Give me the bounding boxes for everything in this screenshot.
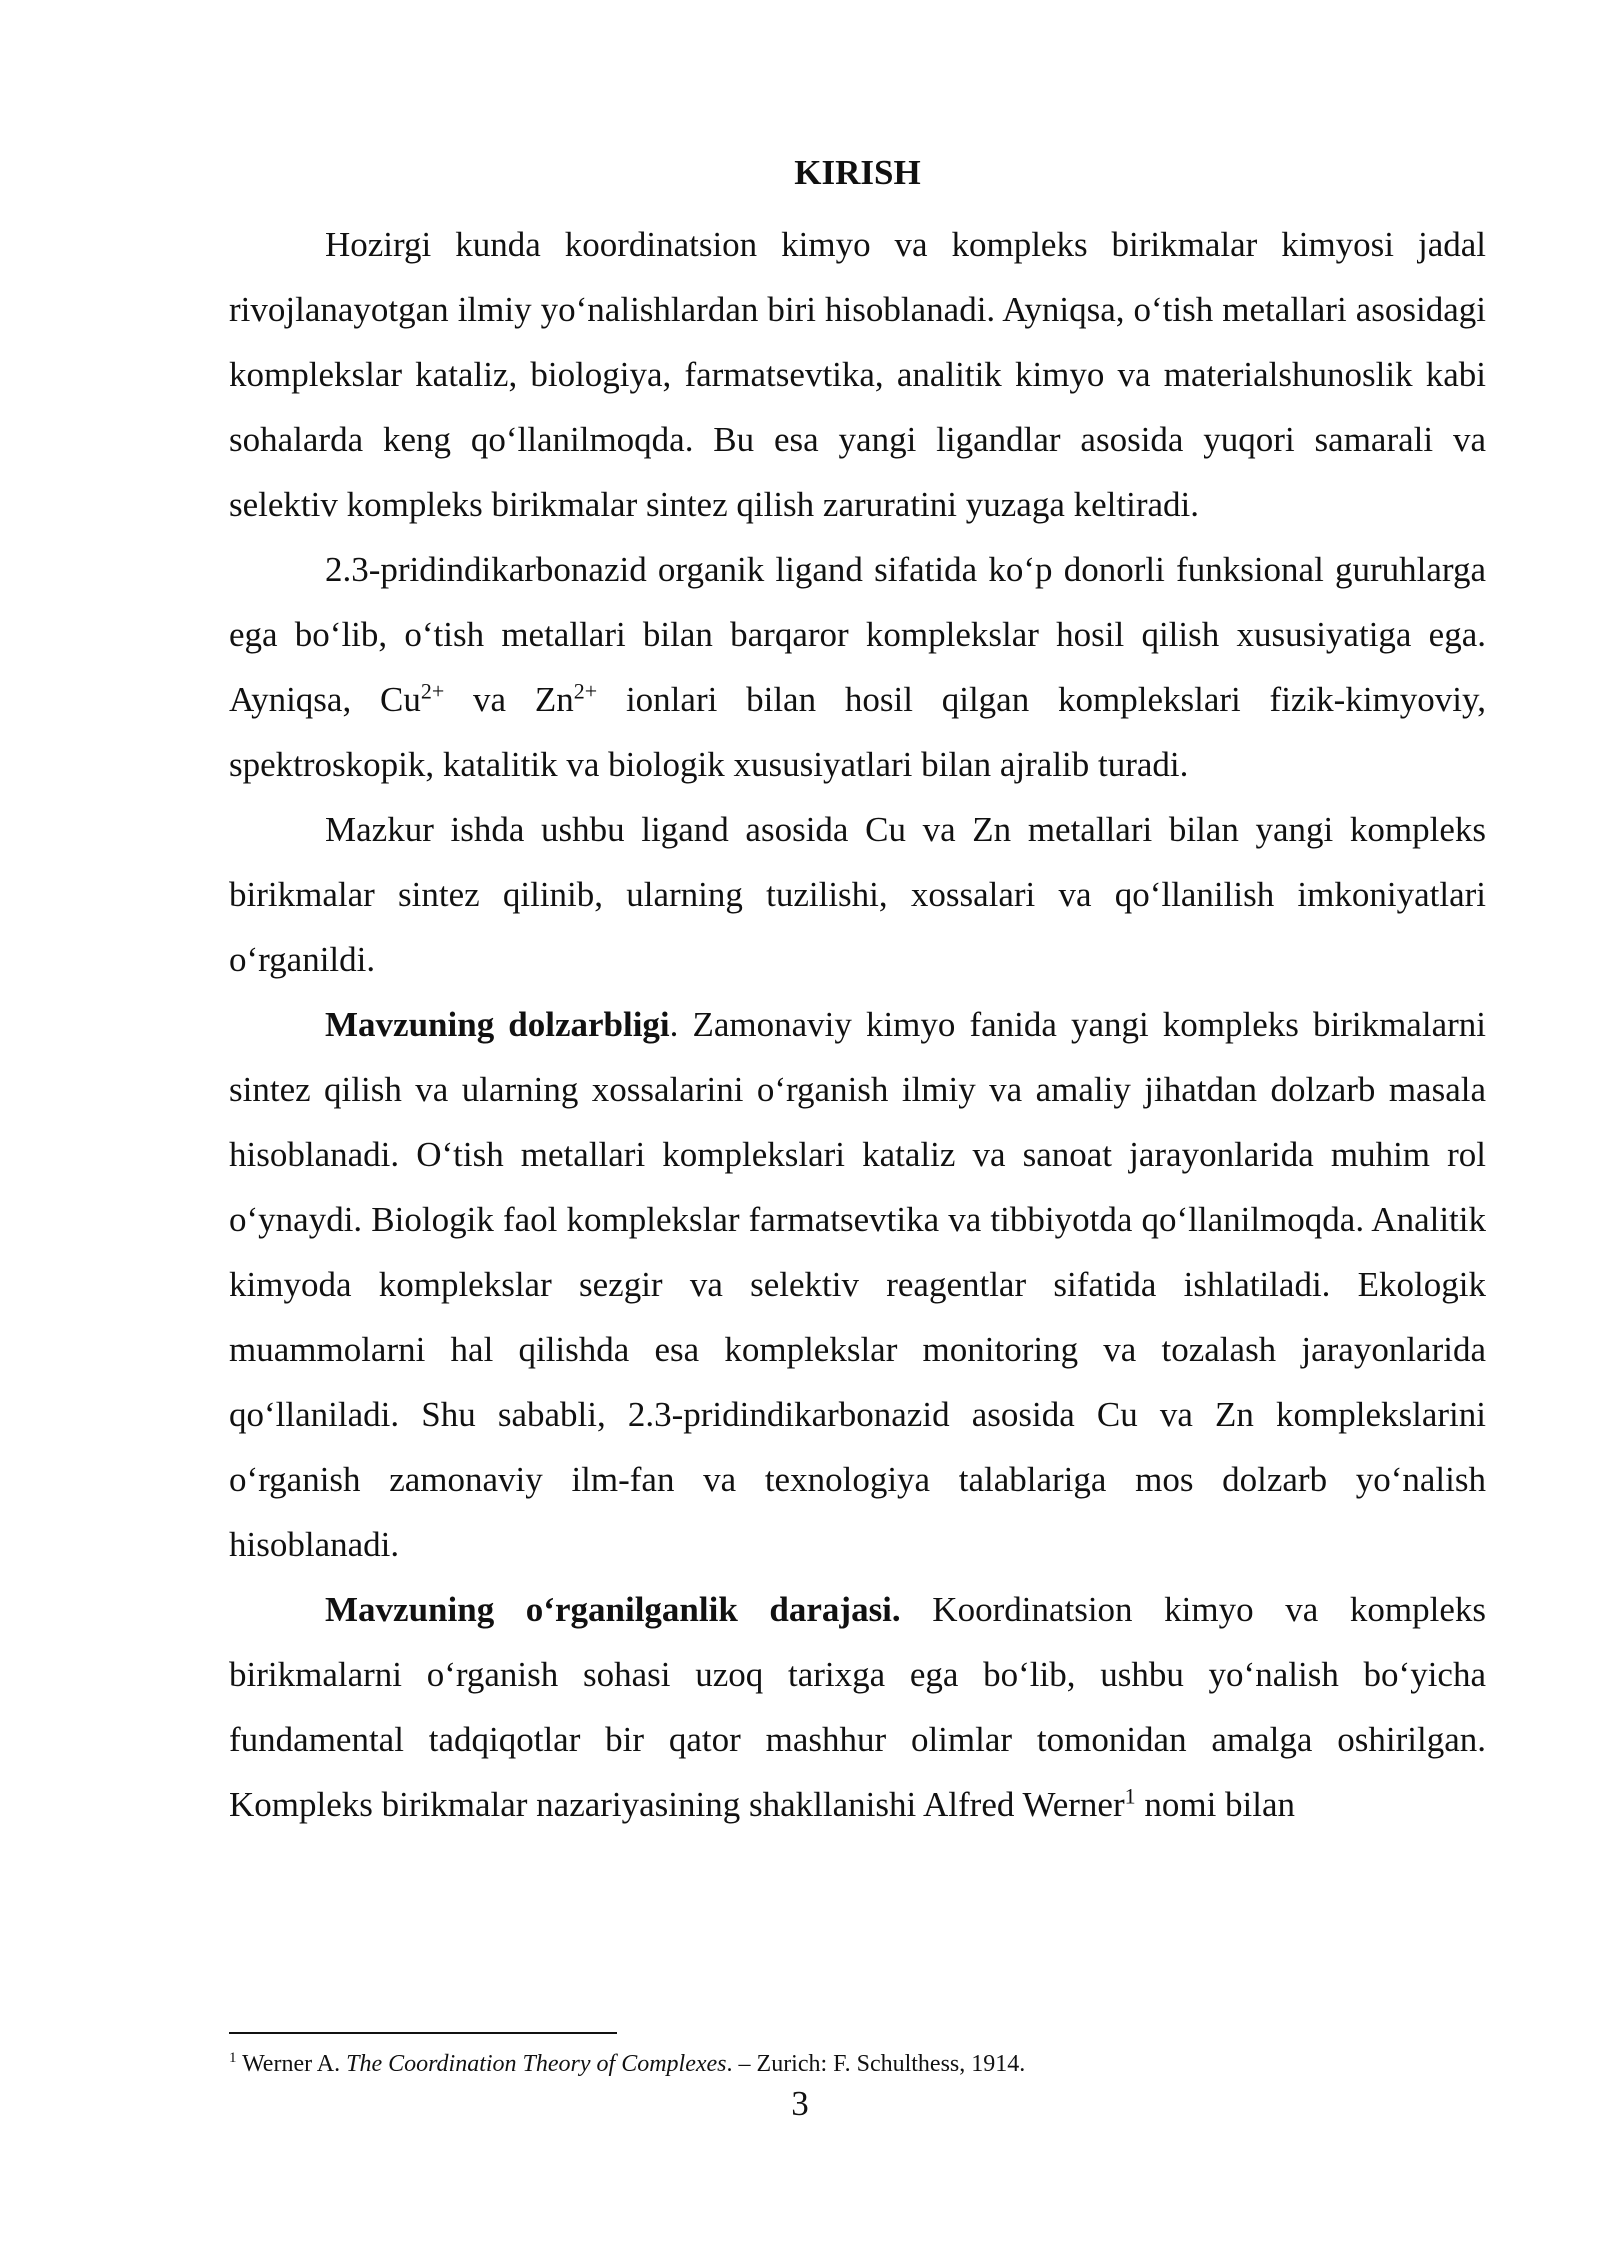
footnote-publication: . – Zurich: F. Schulthess, 1914. (726, 2051, 1026, 2077)
footnote-reference[interactable]: 1 (1124, 1783, 1136, 1809)
footnote-author: Werner A. (236, 2051, 347, 2077)
study-degree-heading: Mavzuning o‘rganilganlik darajasi. (325, 1590, 901, 1629)
section-title: KIRISH (794, 153, 921, 192)
cu-charge-superscript: 2+ (420, 678, 445, 704)
footnote-book-title: The Coordination Theory of Complexes (346, 2051, 727, 2077)
footnote (229, 2048, 1486, 2080)
relevance-heading: Mavzuning dolzarbligi (325, 1005, 670, 1044)
paragraph-study-degree (229, 1577, 1486, 1837)
paragraph-intro-text: Hozirgi kunda koordinatsion kimyo va kompleks birikmalar kimyosi jadal rivojlanayotgan ilmiy yo‘nalishlardan biri hisoblanadi. Ayniqsa, o‘tish metallari asosidagi komplekslar kataliz, biologiya, farmatsevtika, analitik kimyo va materialshunoslik kabi sohalarda keng qo‘llanilmoqda. Bu esa yangi ligandlar asosida yuqori samarali va selektiv kompleks birikmalar sintez qilish zaruratini yuzaga keltiradi. (229, 225, 1486, 524)
relevance-text: . Zamonaviy kimyo fanida yangi kompleks birikmalarni sintez qilish va ularning xossalarini o‘rganish ilmiy va amaliy jihatdan dolzarb masala hisoblanadi. O‘tish metallari komplekslari kataliz va sanoat jarayonlarida muhim rol o‘ynaydi. Biologik faol komplekslar farmatsevtika va tibbiyotda qo‘llanilmoqda. Analitik kimyoda komplekslar sezgir va selektiv reagentlar sifatida ishlatiladi. Ekologik muammolarni hal qilishda esa komplekslar monitoring va tozalash jarayonlarida qo‘llaniladi. Shu sababli, 2.3-pridindikarbonazid asosida Cu va Zn komplekslarini o‘rganish zamonaviy ilm-fan va texnologiya talablariga mos dolzarb yo‘nalish hisoblanadi. (229, 1005, 1486, 1564)
paragraph-ligand (229, 537, 1486, 797)
main-content (229, 148, 1486, 1837)
paragraph-aim (229, 797, 1486, 992)
footnote-separator (229, 2032, 617, 2034)
study-degree-text: Koordinatsion kimyo va kompleks birikmalarni o‘rganish sohasi uzoq tarixga ega bo‘lib, ushbu yo‘nalish bo‘yicha fundamental tadqiqotlar bir qator mashhur olimlar tomonidan amalga oshirilgan. Kompleks birikmalar nazariyasining shakllanishi Alfred Werner (229, 1590, 1486, 1824)
paragraph-ligand-text-b: va Zn (444, 680, 574, 719)
footnote-marker: 1 (229, 2050, 237, 2066)
study-degree-tail: nomi bilan (1135, 1785, 1296, 1824)
paragraph-relevance (229, 992, 1486, 1577)
paragraph-aim-text: Mazkur ishda ushbu ligand asosida Cu va Zn metallari bilan yangi kompleks birikmalar sintez qilinib, ularning tuzilishi, xossalari va qo‘llanilish imkoniyatlari o‘rganildi. (229, 810, 1486, 979)
paragraph-ligand-text-c: ionlari bilan hosil qilgan komplekslari fizik-kimyoviy, spektroskopik, katalitik va biologik xususiyatlari bilan ajralib turadi. (229, 680, 1486, 784)
page-number: 3 (791, 2084, 809, 2123)
zn-charge-superscript: 2+ (573, 678, 598, 704)
paragraph-intro (229, 212, 1486, 537)
paragraph-ligand-text-a: 2.3-pridindikarbonazid organik ligand sifatida ko‘p donorli funksional guruhlarga ega bo‘lib, o‘tish metallari bilan barqaror komplekslar hosil qilish xususiyatiga ega. Ayniqsa, Cu (229, 550, 1486, 719)
